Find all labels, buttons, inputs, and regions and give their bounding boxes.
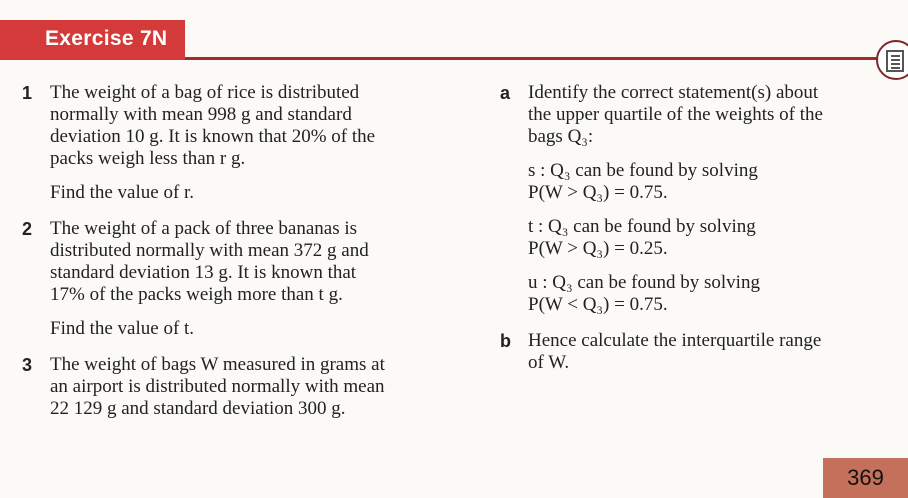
question-text: an airport is distributed normally with mean xyxy=(50,376,385,397)
page-number: 369 xyxy=(823,458,908,498)
part-text: of W. xyxy=(528,352,570,373)
statement-u: u : Q₃ can be found by solving xyxy=(528,272,760,293)
question-number: 2 xyxy=(22,219,33,239)
question-1 xyxy=(22,82,472,204)
statement-s-equation: P(W > Q₃) = 0.75. xyxy=(528,182,668,203)
question-text: The weight of a pack of three bananas is xyxy=(50,218,358,239)
right-column xyxy=(500,82,900,374)
question-text: The weight of a bag of rice is distributed xyxy=(50,82,360,103)
question-text: deviation 10 g. It is known that 20% of the xyxy=(50,126,376,147)
part-label: b xyxy=(500,331,511,351)
question-text: distributed normally with mean 372 g and xyxy=(50,240,369,261)
question-number: 3 xyxy=(22,355,33,375)
exercise-title: Exercise 7N xyxy=(45,27,168,50)
question-text: packs weigh less than r g. xyxy=(50,148,246,169)
question-text: 17% of the packs weigh more than t g. xyxy=(50,284,343,305)
part-b xyxy=(500,330,900,374)
question-task: Find the value of r. xyxy=(50,182,195,203)
part-text: Hence calculate the interquartile range xyxy=(528,330,822,351)
statement-s: s : Q₃ can be found by solving xyxy=(528,160,758,181)
header-rule xyxy=(185,57,885,60)
question-2 xyxy=(22,218,472,340)
part-text: the upper quartile of the weights of the xyxy=(528,104,823,125)
statement-u-equation: P(W < Q₃) = 0.75. xyxy=(528,294,668,315)
part-a xyxy=(500,82,900,316)
statement-t: t : Q₃ can be found by solving xyxy=(528,216,756,237)
question-text: normally with mean 998 g and standard xyxy=(50,104,352,125)
question-text: 22 129 g and standard deviation 300 g. xyxy=(50,398,346,419)
question-task: Find the value of t. xyxy=(50,318,195,339)
question-number: 1 xyxy=(22,83,33,103)
question-text: standard deviation 13 g. It is known that xyxy=(50,262,357,283)
question-text: The weight of bags W measured in grams at xyxy=(50,354,385,375)
statement-t-equation: P(W > Q₃) = 0.25. xyxy=(528,238,668,259)
part-label: a xyxy=(500,83,511,103)
left-column xyxy=(22,82,472,420)
document-icon xyxy=(876,40,908,80)
question-3 xyxy=(22,354,472,420)
part-text: bags Q₃: xyxy=(528,126,594,147)
part-text: Identify the correct statement(s) about xyxy=(528,82,819,103)
